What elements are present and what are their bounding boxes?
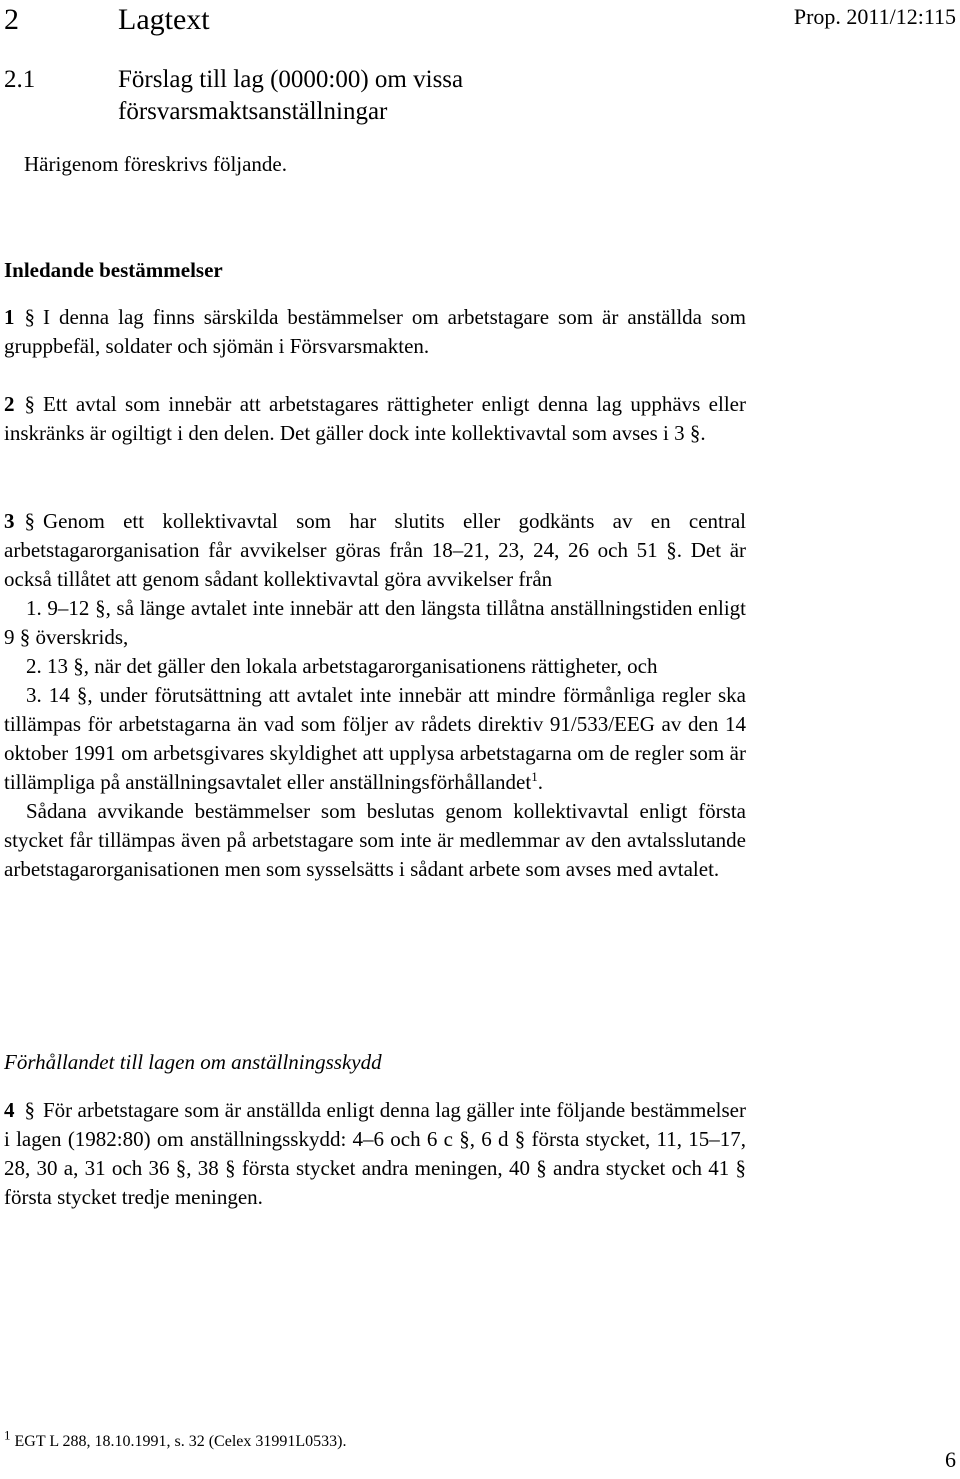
- section-symbol: §: [225, 1156, 236, 1180]
- section-symbol: §: [175, 1156, 187, 1180]
- paragraph-1: [4, 303, 746, 361]
- section-symbol: §: [24, 305, 35, 329]
- section-symbol: §: [689, 421, 701, 445]
- section-symbol: §: [24, 1098, 35, 1122]
- prop-reference: Prop. 2011/12:115: [793, 4, 956, 29]
- list-item-3: 3. 14 §, under förutsättning att avtalet inte innebär att mindre förmånliga regler ska tillämpas för arbetstagarna än vad som följer av rådets direktiv 91/533/EEG av den 14 oktober 1991 om arbetsgivares skyldighet att upplysa arbetstagarna om de regler som är tillämpliga på anställningsavtalet eller anställningsförhållandet$^1$.: [4, 683, 746, 794]
- section-symbol: §: [76, 683, 88, 707]
- chapter-number: 2: [4, 3, 19, 36]
- paragraph-3-continuation: Sådana avvikande bestämmelser som beslutas genom kollektivavtal enligt första stycket får tillämpas även på arbetstagare som inte är medlemmar av den avtalsslutande arbetstagarorganisationen men som sysselsätts i sådant arbete som avses med avtalet.: [4, 799, 746, 881]
- intro-text: Härigenom föreskrivs följande.: [24, 152, 288, 176]
- heading-forhallandet: Förhållandet till lagen om anställningsskydd: [4, 1050, 382, 1074]
- paragraph-text: I denna lag finns särskilda bestämmelser om arbetstagare som är anställda som gruppbefäl, soldater och sjömän i Försvarsmakten.: [4, 305, 746, 358]
- section-symbol: §: [95, 596, 106, 620]
- footnote-text: EGT L 288, 18.10.1991, s. 32 (Celex 31991L0533).: [14, 1433, 347, 1450]
- section-symbol: §: [73, 654, 84, 678]
- chapter-title: Lagtext: [118, 3, 210, 36]
- section-symbol: §: [666, 538, 677, 562]
- paragraph-number: 2: [4, 392, 15, 416]
- section-number: 2.1: [4, 66, 36, 93]
- section-title: Förslag till lag (0000:00) om vissa försvarsmaktsanställningar: [118, 66, 464, 125]
- section-symbol: §: [514, 1127, 526, 1151]
- section-symbol: §: [536, 1156, 547, 1180]
- paragraph-4: 4 § För arbetstagare som är anställda enligt denna lag gäller inte följande bestämmelser i lagen (1982:80) om anställningsskydd: 4–6 och 6 c §, 6 d § första stycket, 11, 15–17, 28, 30 a, 31 och 36 §, 38 § första stycket andra meningen, 40 § andra stycket och 41 § första stycket tredje meningen.: [4, 1098, 747, 1209]
- paragraph-text: Ett avtal som innebär att arbetstagares rättigheter enligt denna lag upphävs eller inskränks är ogiltigt i den delen. Det gäller dock inte kollektivavtal som avses i 3: [4, 392, 746, 445]
- footnote-number: 1: [4, 1427, 11, 1443]
- section-symbol: §: [24, 392, 35, 416]
- paragraph-3: 3 § Genom ett kollektivavtal som har slutits eller godkänts av en central arbetstagarorganisation får avvikelser göras från 18–21, 23, 24, 26 och 51 §. Det är också tillåtet att genom sådant kollektivavtal göra avvikelser från 1. 9–12 §, så länge avtalet inte innebär att den längsta tillåtna anställningstiden enligt 9 § överskrids, 2. 13 §, när det gäller den lokala arbetstagarorganisationens rättigheter, och 3. 14 §, under förutsättning att avtalet inte innebär att mindre förmånliga regler ska tillämpas för arbetstagarna än vad som följer av rådets direktiv 91/533/EEG av den 14 oktober 1991 om arbetsgivares skyldighet att upplysa arbetstagarna om de regler som är tillämpliga på anställningsavtalet eller anställningsförhållandet$^1$. Sådana avvikande bestämmelser som beslutas genom kollektivavtal enligt första stycket får tillämpas även på arbetstagare som inte är medlemmar av den avtalsslutande arbetstagarorganisationen men som sysselsätts i sådant arbete som avses med avtalet.: [4, 507, 746, 884]
- list-item-1: 1. 9–12 §, så länge avtalet inte innebär att den längsta tillåtna anställningstiden enligt 9 § överskrids,: [4, 596, 747, 649]
- heading-inledande-bestammelser: Inledande bestämmelser: [4, 258, 223, 282]
- list-item-2: 2. 13 §, när det gäller den lokala arbetstagarorganisationens rättigheter, och: [26, 654, 658, 678]
- section-symbol: §: [24, 509, 35, 533]
- section-symbol: §: [735, 1156, 747, 1180]
- paragraph-number: 1: [4, 305, 15, 329]
- footnote-ref: 1: [531, 769, 538, 784]
- paragraph-2: 2 § Ett avtal som innebär att arbetstagares rättigheter enligt denna lag upphävs eller inskränks är ogiltigt i den delen. Det gäller dock inte kollektivavtal som avses i 3 §.: [4, 392, 746, 445]
- section-symbol: §: [459, 1127, 470, 1151]
- paragraph-text: Genom ett kollektivavtal som har slutits eller godkänts av en central arbetstagarorganisation får avvikelser göras från 18–21, 23, 24, 26 och 51: [4, 509, 746, 562]
- paragraph-number: 4: [4, 1098, 15, 1122]
- paragraph-number: 3: [4, 509, 15, 533]
- section-symbol: §: [19, 625, 31, 649]
- page-number: 6: [945, 1447, 956, 1472]
- footnote: [4, 1427, 347, 1452]
